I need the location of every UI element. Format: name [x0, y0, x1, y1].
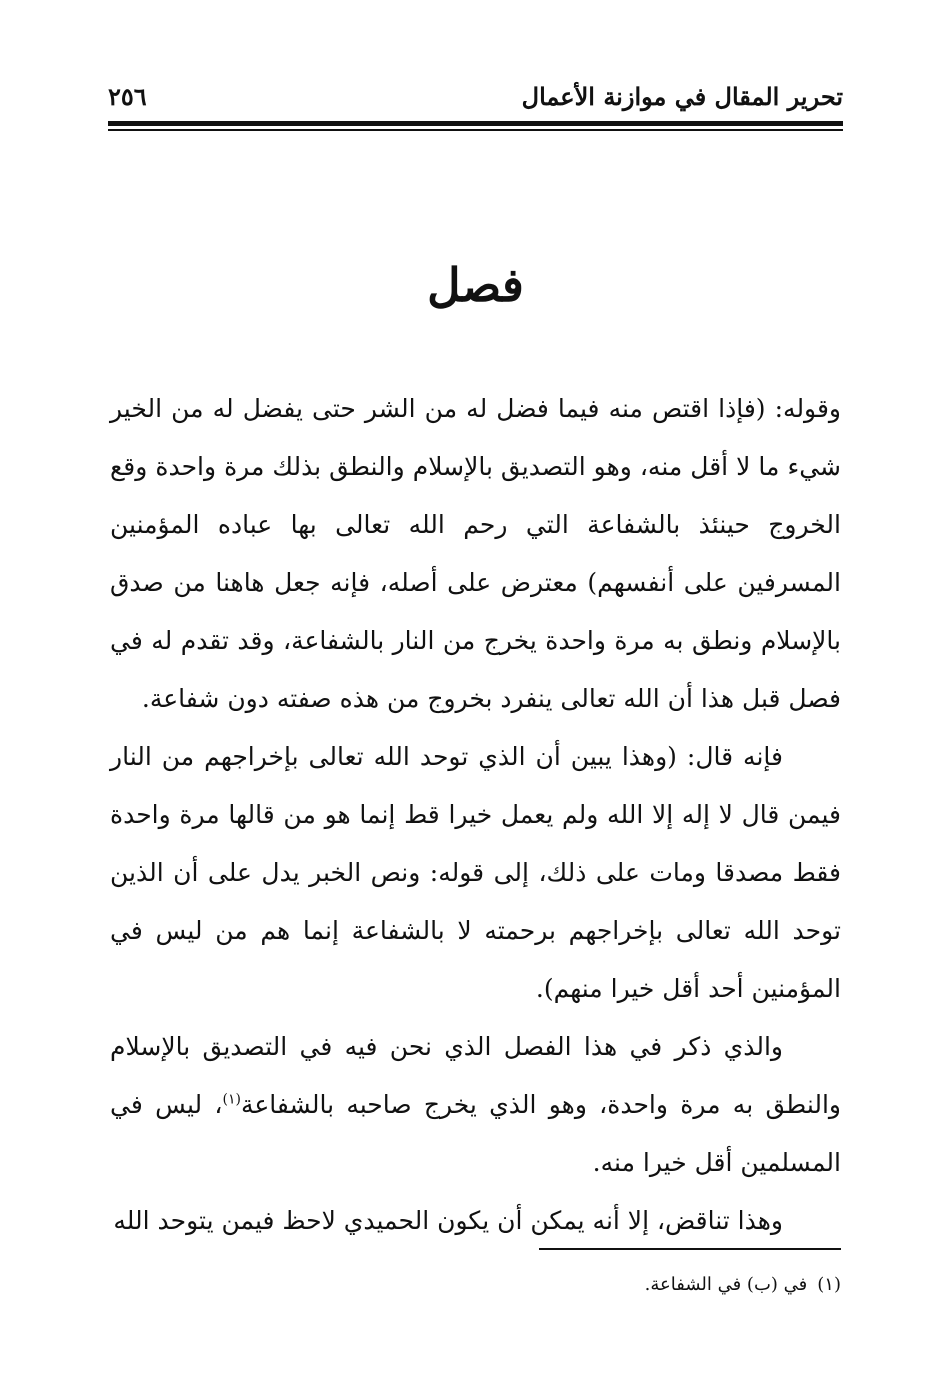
- page-number: ٢٥٦: [108, 82, 147, 111]
- footnote-reference: (١): [222, 1091, 241, 1108]
- footnote-marker: (١): [817, 1274, 841, 1295]
- section-heading: فصل: [427, 258, 524, 312]
- paragraph: [110, 1018, 841, 1192]
- body-text: [110, 380, 841, 1250]
- paragraph: وهذا تناقض، إلا أنه يمكن أن يكون الحميدي لاحظ فيمن يتوحد الله: [113, 1206, 783, 1235]
- header-rule: [108, 121, 843, 126]
- header-rule-thin: [108, 129, 843, 131]
- paragraph-text: ، ليس في المسلمين أقل خيرا منه.: [110, 1090, 841, 1177]
- running-title: تحرير المقال في موازنة الأعمال: [521, 82, 843, 111]
- footnote: [110, 1270, 841, 1300]
- running-header: [108, 78, 843, 122]
- footnote-text: في (ب) في الشفاعة.: [644, 1274, 808, 1295]
- paragraph-text: والذي ذكر في هذا الفصل الذي نحن فيه في التصديق بالإسلام والنطق به مرة واحدة، وهو الذي يخرج صاحبه بالشفاعة: [110, 1032, 841, 1119]
- paragraph: فإنه قال: (وهذا يبين أن الذي توحد الله تعالى بإخراجهم من النار فيمن قال لا إله إلا الله ولم يعمل خيرا قط إنما هو من قالها مرة واحدة فقط مصدقا ومات على ذلك، إلى قوله: ونص الخبر يدل على أن الذين توحد الله تعالى بإخراجهم برحمته لا بالشفاعة إنما هم من ليس في المؤمنين أحد أقل خيرا منهم).: [110, 742, 842, 1003]
- footnote-rule: [539, 1248, 841, 1250]
- paragraph: وقوله: (فإذا اقتص منه فيما فضل له من الشر حتى يفضل له من الخير شيء ما لا أقل منه، وهو التصديق بالإسلام والنطق بذلك مرة واحدة وقع الخروج حينئذ بالشفاعة التي رحم الله تعالى بها عباده المؤمنين المسرفين على أنفسهم) معترض على أصله، فإنه جعل هاهنا من صدق بالإسلام ونطق به مرة واحدة يخرج من النار بالشفاعة، وقد تقدم له في فصل قبل هذا أن الله تعالى ينفرد بخروج من هذه صفته دون شفاعة.: [110, 394, 841, 713]
